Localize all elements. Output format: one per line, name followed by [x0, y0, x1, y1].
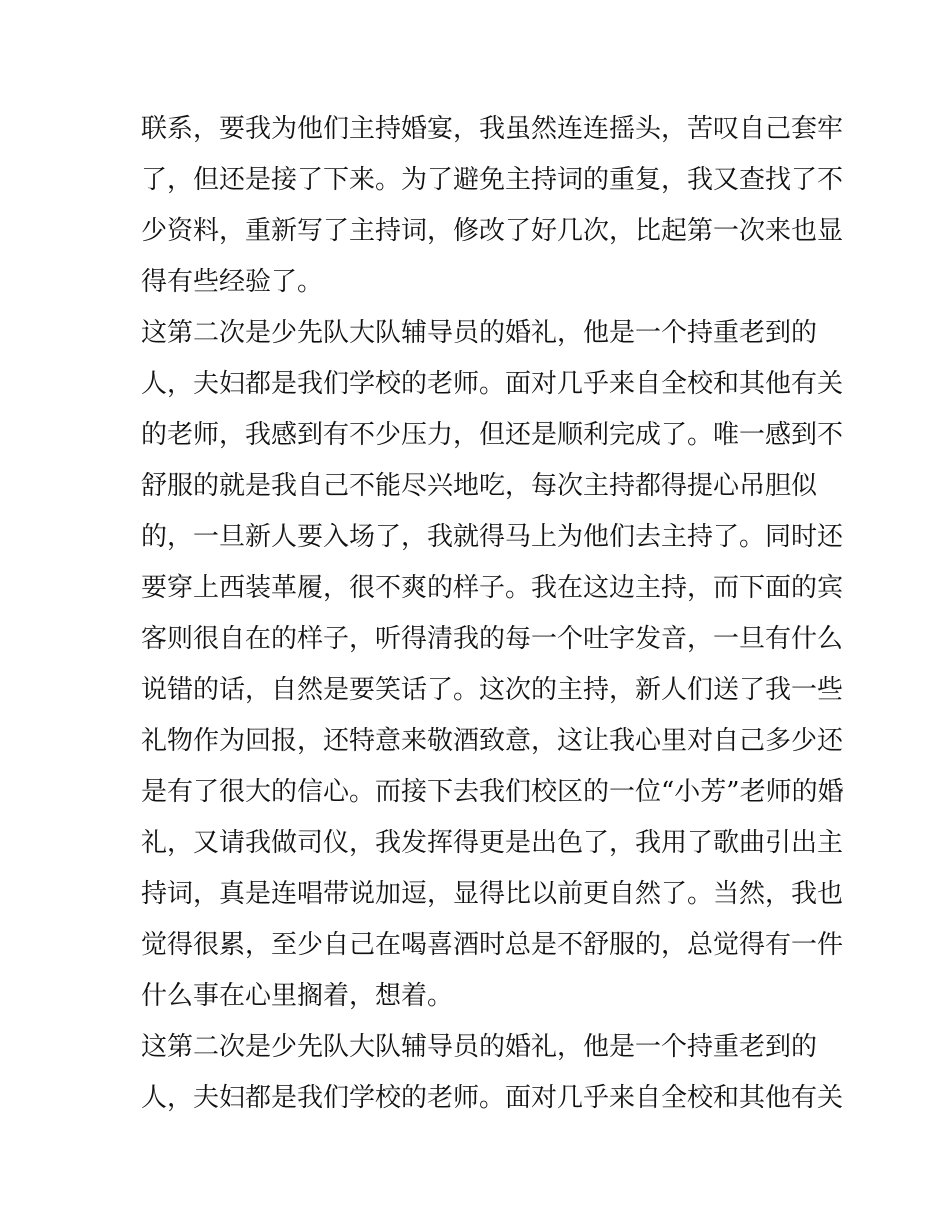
text-line: 这第二次是少先队大队辅导员的婚礼，他是一个持重老到的 [141, 1032, 818, 1062]
text-line: 觉得很累，至少自己在喝喜酒时总是不舒服的，总觉得有一件 [141, 930, 844, 960]
text-line: 人，夫妇都是我们学校的老师。面对几乎来自全校和其他有关 [141, 369, 844, 399]
text-line: 说错的话，自然是要笑话了。这次的主持，新人们送了我一些 [141, 675, 844, 705]
text-line: 联系，要我为他们主持婚宴，我虽然连连摇头，苦叹自己套牢 [141, 114, 844, 144]
text-line: 礼物作为回报，还特意来敬酒致意，这让我心里对自己多少还 [141, 726, 844, 756]
text-line: 得有些经验了。 [141, 267, 324, 297]
text-line: 是有了很大的信心。而接下去我们校区的一位“小芳”老师的婚 [141, 777, 844, 807]
text-line: 客则很自在的样子，听得清我的每一个吐字发音，一旦有什么 [141, 624, 844, 654]
text-line: 舒服的就是我自己不能尽兴地吃，每次主持都得提心吊胆似 [141, 471, 818, 501]
text-line: 持词，真是连唱带说加逗，显得比以前更自然了。当然，我也 [141, 879, 844, 909]
text-line: 人，夫妇都是我们学校的老师。面对几乎来自全校和其他有关 [141, 1083, 844, 1113]
text-line: 什么事在心里搁着，想着。 [141, 981, 454, 1011]
text-line: 这第二次是少先队大队辅导员的婚礼，他是一个持重老到的 [141, 318, 818, 348]
text-line: 少资料，重新写了主持词，修改了好几次，比起第一次来也显 [141, 216, 844, 246]
body-text [141, 104, 844, 1124]
text-line: 的老师，我感到有不少压力，但还是顺利完成了。唯一感到不 [141, 420, 844, 450]
text-line: 了，但还是接了下来。为了避免主持词的重复，我又查找了不 [141, 165, 844, 195]
text-line: 的，一旦新人要入场了，我就得马上为他们去主持了。同时还 [141, 522, 844, 552]
text-line: 礼，又请我做司仪，我发挥得更是出色了，我用了歌曲引出主 [141, 828, 844, 858]
text-line: 要穿上西装革履，很不爽的样子。我在这边主持，而下面的宾 [141, 573, 844, 603]
